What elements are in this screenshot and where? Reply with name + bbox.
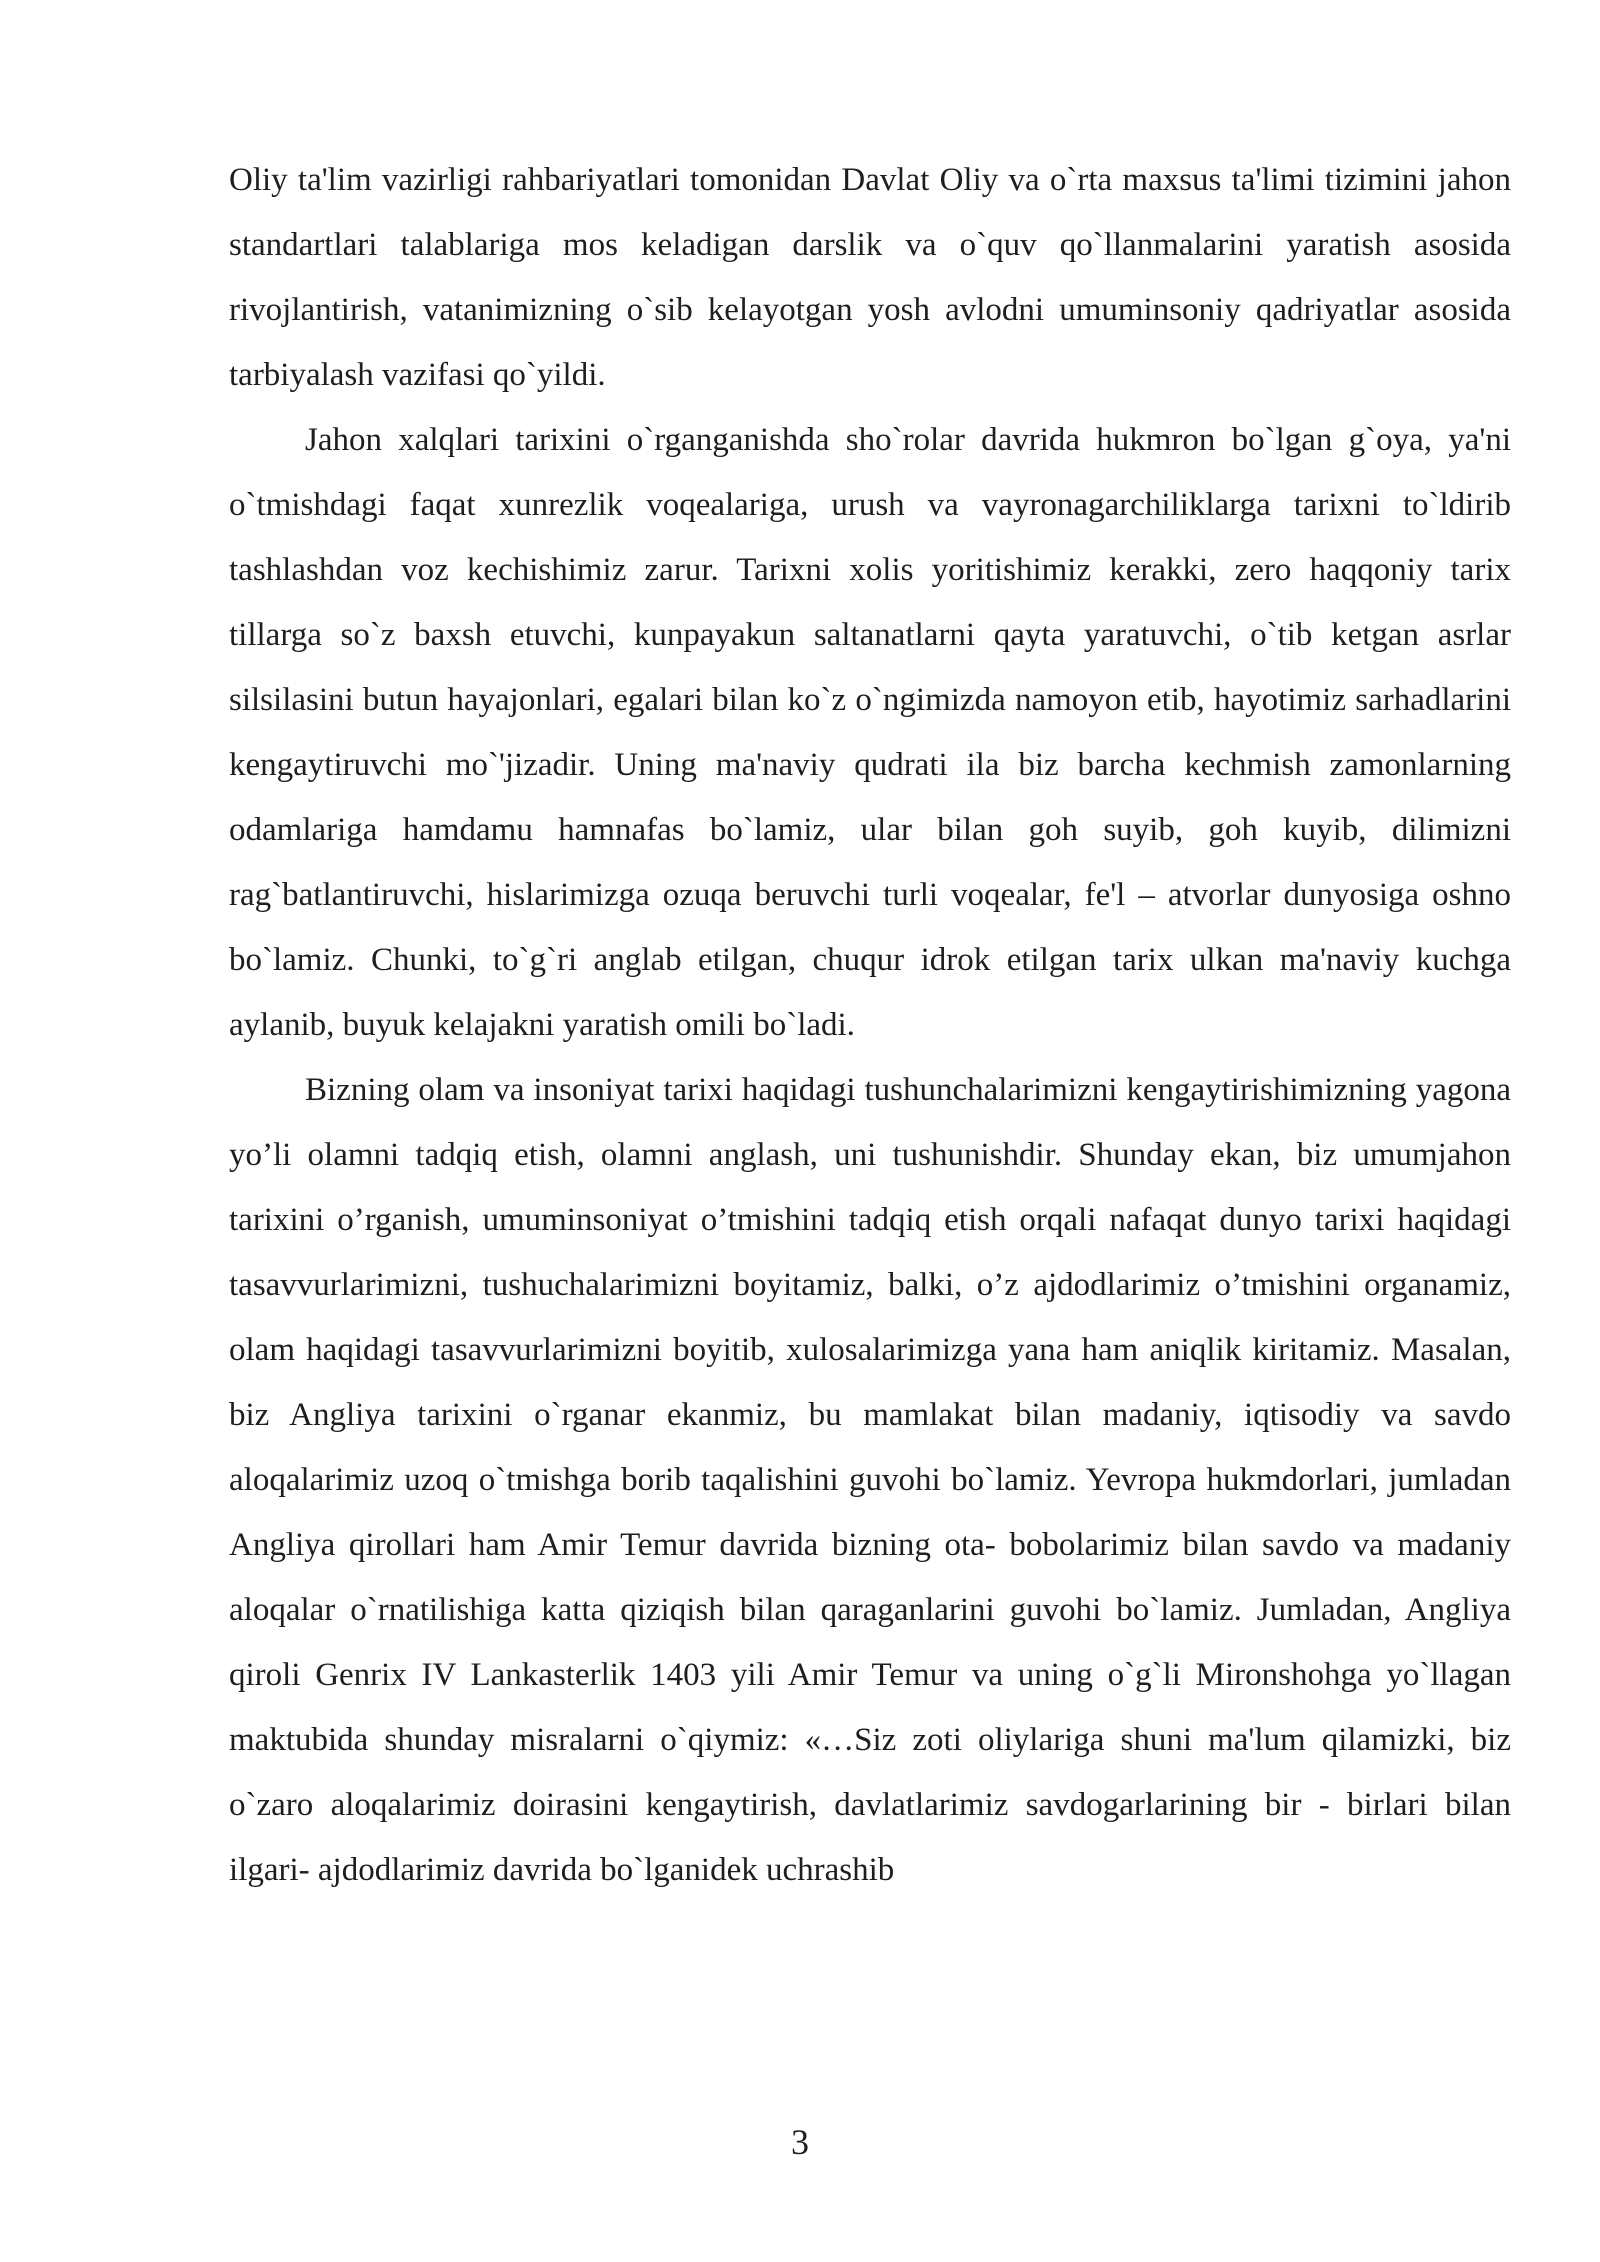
paragraph-3: Bizning olam va insoniyat tarixi haqidagi tushunchalarimizni kengaytirishimizning yagona yo’li olamni tadqiq etish, olamni anglash, uni tushunishdir. Shunday ekan, biz umumjahon tarixini o’rganish, umuminsoniyat o’tmishini tadqiq etish orqali nafaqat dunyo tarixi haqidagi tasavvurlarimizni, tushuchalarimizni boyitamiz, balki, o’z ajdodlarimiz o’tmishini organamiz, olam haqidagi tasavvurlarimizni boyitib, xulosalarimizga yana ham aniqlik kiritamiz. Masalan, biz Angliya tarixini o`rganar ekanmiz, bu mamlakat bilan madaniy, iqtisodiy va savdo aloqalarimiz uzoq o`tmishga borib taqalishini guvohi bo`lamiz. Yevropa hukmdorlari, jumladan Angliya qirollari ham Amir Temur davrida bizning ota- bobolarimiz bilan savdo va madaniy aloqalar o`rnatilishiga katta qiziqish bilan qaraganlarini guvohi bo`lamiz. Jumladan, Angliya qiroli Genrix IV Lankasterlik 1403 yili Amir Temur va uning o`g`li Mironshohga yo`llagan maktubida shunday misralarni o`qiymiz: «…Siz zoti oliylariga shuni ma'lum qilamizki, biz o`zaro aloqalarimiz doirasini kengaytirish, davlatlarimiz savdogarlarining bir - birlari bilan ilgari- ajdodlarimiz davrida bo`lganidek uchrashib	[229, 1072, 1511, 1888]
paragraph-1: Oliy ta'lim vazirligi rahbariyatlari tomonidan Davlat Oliy va o`rta maxsus ta'limi tizimini jahon standartlari talablariga mos keladigan darslik va o`quv qo`llanmalarini yaratish asosida rivojlantirish, vatanimizning o`sib kelayotgan yosh avlodni umuminsoniy qadriyatlar asosida tarbiyalash vazifasi qo`yildi.	[229, 162, 1511, 393]
page-number: 3	[791, 2122, 809, 2162]
paragraph-2: Jahon xalqlari tarixini o`rganganishda sho`rolar davrida hukmron bo`lgan g`oya, ya'ni o`tmishdagi faqat xunrezlik voqealariga, urush va vayronagarchiliklarga tarixni to`ldirib tashlashdan voz kechishimiz zarur. Tarixni xolis yoritishimiz kerakki, zero haqqoniy tarix tillarga so`z baxsh etuvchi, kunpayakun saltanatlarni qayta yaratuvchi, o`tib ketgan asrlar silsilasini butun hayajonlari, egalari bilan ko`z o`ngimizda namoyon etib, hayotimiz sarhadlarini kengaytiruvchi mo`'jizadir. Uning ma'naviy qudrati ila biz barcha kechmish zamonlarning odamlariga hamdamu hamnafas bo`lamiz, ular bilan goh suyib, goh kuyib, dilimizni rag`batlantiruvchi, hislarimizga ozuqa beruvchi turli voqealar, fe'l – atvorlar dunyosiga oshno bo`lamiz. Chunki, to`g`ri anglab etilgan, chuqur idrok etilgan tarix ulkan ma'naviy kuchga aylanib, buyuk kelajakni yaratish omili bo`ladi.	[229, 422, 1511, 1043]
body-text	[229, 148, 1511, 1903]
